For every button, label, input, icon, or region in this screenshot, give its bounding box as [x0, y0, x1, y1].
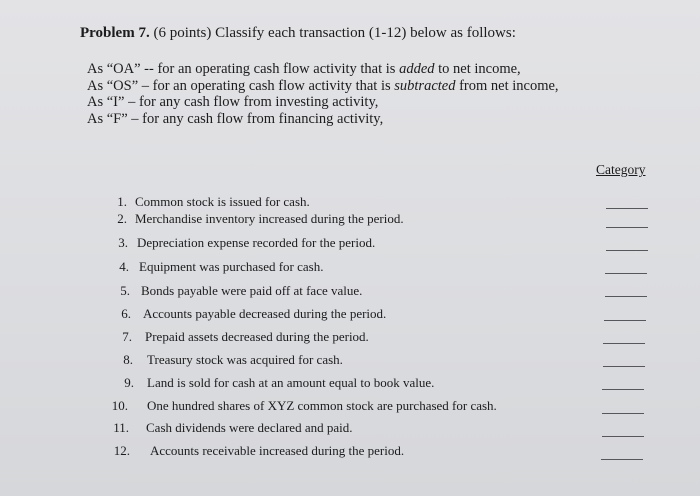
instruction-text: As “OS” – for an operating cash flow activity that is — [87, 77, 395, 94]
instruction-text: to net income, — [434, 61, 521, 77]
transaction-number: 5. — [120, 283, 130, 298]
instruction-i — [87, 94, 559, 111]
category-answer-blank[interactable] — [606, 250, 648, 251]
category-header: Category — [596, 162, 646, 177]
category-answer-blank[interactable] — [606, 227, 648, 228]
transaction-text: Land is sold for cash at an amount equal to book value. — [147, 375, 435, 390]
transaction-text: Common stock is issued for cash. — [135, 194, 310, 209]
transaction-number: 4. — [119, 259, 129, 274]
category-answer-blank[interactable] — [605, 296, 647, 297]
category-answer-blank[interactable] — [602, 436, 644, 437]
category-answer-blank[interactable] — [602, 389, 644, 390]
transaction-number: 3. — [118, 235, 128, 250]
instruction-text: from net income, — [455, 77, 559, 94]
transaction-text: Accounts receivable increased during the period. — [150, 443, 405, 458]
instruction-emphasis: added — [399, 61, 435, 77]
transaction-text: Cash dividends were declared and paid. — [146, 420, 353, 435]
transaction-text: Depreciation expense recorded for the period. — [137, 235, 376, 250]
category-answer-blank[interactable] — [606, 208, 648, 209]
category-answer-blank[interactable] — [602, 413, 644, 414]
instruction-oa — [87, 61, 559, 78]
transaction-text: Bonds payable were paid off at face value. — [141, 283, 363, 298]
category-answer-blank[interactable] — [604, 320, 646, 321]
instruction-f — [87, 111, 559, 128]
transaction-number: 11. — [113, 420, 129, 435]
instruction-text: As “OA” -- for an operating cash flow activity that is — [87, 61, 400, 77]
transaction-text: Merchandise inventory increased during the period. — [135, 211, 404, 226]
transaction-number: 9. — [124, 375, 134, 390]
transaction-number: 2. — [117, 211, 127, 226]
problem-title — [80, 24, 516, 42]
instructions — [87, 61, 559, 127]
problem-label: Problem 7. — [80, 25, 150, 41]
category-answer-blank[interactable] — [603, 366, 645, 367]
transaction-text: Equipment was purchased for cash. — [139, 259, 324, 274]
instruction-os — [87, 78, 559, 95]
transaction-number: 6. — [121, 306, 131, 321]
transaction-number: 1. — [117, 194, 127, 209]
transaction-number: 12. — [113, 443, 130, 458]
instruction-text: As “I” – for any cash flow from investing activity, — [87, 94, 379, 110]
instruction-emphasis: subtracted — [394, 77, 456, 94]
transaction-text: Prepaid assets decreased during the period. — [145, 329, 369, 344]
transaction-text: Accounts payable decreased during the period. — [143, 306, 387, 321]
category-answer-blank[interactable] — [601, 459, 643, 460]
problem-points: (6 points) — [153, 25, 212, 41]
category-answer-blank[interactable] — [605, 273, 647, 274]
transaction-text: Treasury stock was acquired for cash. — [147, 352, 343, 367]
instruction-text: As “F” – for any cash flow from financing activity, — [87, 110, 384, 127]
problem-prompt: Classify each transaction (1-12) below as follows: — [215, 25, 516, 41]
transaction-text: One hundred shares of XYZ common stock are purchased for cash. — [147, 398, 497, 413]
transaction-number: 10. — [111, 398, 128, 413]
transaction-number: 8. — [123, 352, 133, 367]
category-answer-blank[interactable] — [603, 343, 645, 344]
transaction-number: 7. — [122, 329, 132, 344]
